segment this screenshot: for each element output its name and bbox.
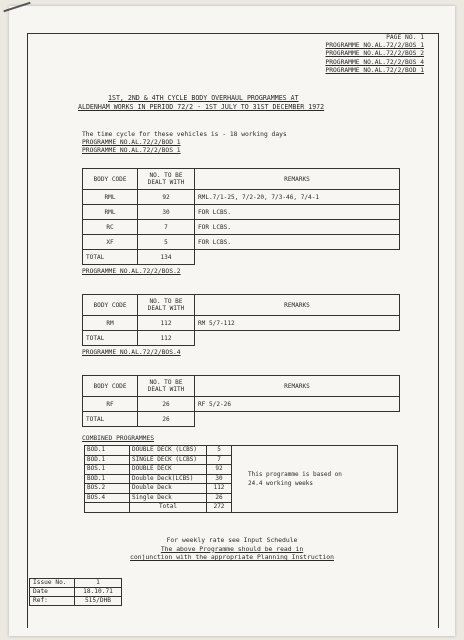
cell-remarks: FOR LCBS.: [195, 205, 400, 220]
table-row: [85, 446, 398, 456]
table-bos4: [82, 375, 400, 427]
col-body-code: BODY CODE: [83, 295, 138, 316]
cell-no: 92: [207, 465, 232, 475]
col-no-dealt: NO. TO BE DEALT WITH: [138, 169, 195, 190]
date-value: 18.10.71: [75, 588, 122, 597]
col-remarks: REMARKS: [195, 169, 400, 190]
col-no-dealt: NO. TO BE DEALT WITH: [138, 376, 195, 397]
total-row: [83, 250, 400, 265]
date-label: Date: [30, 588, 75, 597]
programme-ref-4: PROGRAMME NO.AL.72/2/BOD 1: [325, 66, 424, 74]
cell-remarks: RF 5/2-26: [195, 397, 400, 412]
cell-no: 92: [138, 190, 195, 205]
cell-no: 5: [138, 235, 195, 250]
cell-code: RM: [83, 316, 138, 331]
cell-no: 112: [207, 484, 232, 494]
total-label: TOTAL: [83, 250, 138, 265]
table-row: [83, 397, 400, 412]
cell-no: 26: [138, 397, 195, 412]
footer-note: [0, 536, 464, 562]
total-value: 134: [138, 250, 195, 265]
cell-code: RML: [83, 190, 138, 205]
cell-remarks: RML.7/1-25, 7/2-20, 7/3-46, 7/4-1: [195, 190, 400, 205]
total-value: 112: [138, 331, 195, 346]
total-label: TOTAL: [83, 412, 138, 427]
total-value: 272: [207, 503, 232, 513]
ref-label: Ref:: [30, 597, 75, 606]
total-value: 26: [138, 412, 195, 427]
cell-desc: DOUBLE DECK: [130, 465, 207, 475]
cycle-text: The time cycle for these vehicles is - 18 working days: [82, 131, 287, 138]
cell-desc: DOUBLE DECK (LCBS): [130, 446, 207, 456]
cell-desc: Double Deck: [130, 484, 207, 494]
page-number: PAGE NO. 1: [386, 34, 424, 41]
ref-value: 515/DHB: [75, 597, 122, 606]
footer-line-3: conjunction with the appropriate Planning Instruction: [130, 553, 334, 561]
note-line-2: 24.4 working weeks: [248, 479, 314, 487]
issue-label: Issue No.: [30, 579, 75, 588]
cell-code: RF: [83, 397, 138, 412]
issue-value: 1: [75, 579, 122, 588]
cell-remarks: FOR LCBS.: [195, 235, 400, 250]
total-label: Total: [130, 503, 207, 513]
cell-code: RML: [83, 205, 138, 220]
table-row: [83, 205, 400, 220]
total-row: [83, 412, 400, 427]
cell-code: BOS.2: [85, 484, 130, 494]
table-row: [83, 235, 400, 250]
combined-heading: COMBINED PROGRAMMES: [82, 435, 155, 442]
cell-desc: Single Deck: [130, 493, 207, 503]
cell-remarks: RM 5/7-112: [195, 316, 400, 331]
programme-ref-3: PROGRAMME NO.AL.72/2/BOS 4: [325, 58, 424, 66]
cell-code: BOD.1: [85, 455, 130, 465]
page-header: [325, 34, 424, 75]
cell-desc: Double Deck(LCBS): [130, 474, 207, 484]
title-line-2: ALDENHAM WORKS IN PERIOD 72/2 - 1ST JULY TO 31ST DECEMBER 1972: [78, 102, 325, 111]
table-bos1: [82, 168, 400, 265]
col-body-code: BODY CODE: [83, 169, 138, 190]
cell-no: 26: [207, 493, 232, 503]
programme-ref-1: PROGRAMME NO.AL.72/2/BOS 1: [325, 42, 424, 50]
table-combined: [84, 445, 398, 513]
note-line-1: This programme is based on: [248, 470, 342, 478]
table-row: [83, 190, 400, 205]
table-row: [83, 316, 400, 331]
cell-code: XF: [83, 235, 138, 250]
cell-no: 7: [207, 455, 232, 465]
cell-no: 30: [138, 205, 195, 220]
programme-bos2-heading: PROGRAMME NO.AL.72/2/BOS.2: [82, 268, 181, 275]
table-row: [83, 220, 400, 235]
cell-code: RC: [83, 220, 138, 235]
footer-line-2: The above Programme should be read in: [160, 544, 304, 553]
programme-bos4-heading: PROGRAMME NO.AL.72/2/BOS.4: [82, 349, 181, 356]
cell-code: BOS.1: [85, 465, 130, 475]
programme-bos1-heading: PROGRAMME NO.AL.72/2/BOS 1: [82, 147, 181, 154]
combined-note: [232, 446, 398, 513]
cell-desc: SINGLE DECK (LCBS): [130, 455, 207, 465]
cell-code: BOD.1: [85, 446, 130, 456]
cell-code: BOS.4: [85, 493, 130, 503]
issue-box: [29, 578, 122, 606]
total-label: TOTAL: [83, 331, 138, 346]
cell-no: 7: [138, 220, 195, 235]
cell-remarks: FOR LCBS.: [195, 220, 400, 235]
cell-code: BOD.1: [85, 474, 130, 484]
total-row: [83, 331, 400, 346]
title-line-1: 1ST, 2ND & 4TH CYCLE BODY OVERHAUL PROGRAMMES AT: [108, 94, 299, 102]
document-title: [78, 94, 324, 112]
col-remarks: REMARKS: [195, 295, 400, 316]
programme-bod1-heading: PROGRAMME NO.AL.72/2/BOD 1: [82, 139, 181, 146]
cell-no: 112: [138, 316, 195, 331]
footer-line-1: For weekly rate see Input Schedule: [166, 536, 298, 544]
col-body-code: BODY CODE: [83, 376, 138, 397]
table-bos2: [82, 294, 400, 346]
cell-no: 30: [207, 474, 232, 484]
col-no-dealt: NO. TO BE DEALT WITH: [138, 295, 195, 316]
programme-ref-2: PROGRAMME NO.AL.72/2/BOS 2: [325, 50, 424, 58]
cell-no: 5: [207, 446, 232, 456]
col-remarks: REMARKS: [195, 376, 400, 397]
